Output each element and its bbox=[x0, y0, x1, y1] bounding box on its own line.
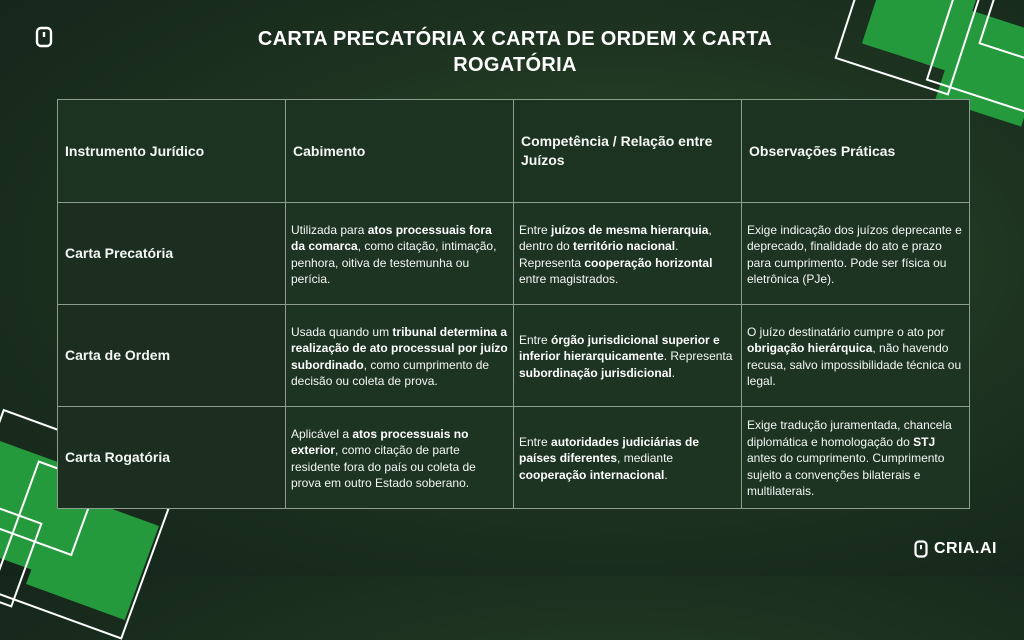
column-header: Cabimento bbox=[286, 100, 514, 203]
text-segment: Utilizada para bbox=[291, 222, 368, 237]
text-segment: O juízo destinatário cumpre o ato por bbox=[747, 324, 945, 339]
page-title bbox=[230, 26, 800, 78]
table-cell bbox=[742, 203, 970, 305]
cria-logo-icon-top bbox=[35, 26, 53, 48]
bold-text: cooperação internacional bbox=[519, 467, 665, 482]
table-row bbox=[58, 203, 970, 305]
text-segment: Entre bbox=[519, 222, 552, 237]
table-cell bbox=[286, 407, 514, 509]
table-cell bbox=[514, 203, 742, 305]
table-cell bbox=[286, 203, 514, 305]
text-segment: . Representa bbox=[519, 239, 679, 270]
text-segment: , mediante bbox=[617, 451, 674, 466]
text-segment: . bbox=[671, 365, 676, 380]
column-header: Observações Práticas bbox=[742, 100, 970, 203]
text-segment: , não havendo recusa, salvo impossibilidade técnica ou legal. bbox=[747, 341, 962, 388]
text-segment: entre magistrados. bbox=[519, 272, 619, 286]
text-segment: , como citação de parte residente fora do país ou coleta de prova em outro Estado soberano. bbox=[291, 443, 476, 490]
text-segment: , como cumprimento de decisão ou coleta de prova. bbox=[291, 357, 490, 388]
bold-text: cooperação horizontal bbox=[584, 255, 713, 270]
bold-text: atos processuais fora da comarca bbox=[291, 222, 492, 253]
text-segment: Entre bbox=[519, 434, 552, 449]
cria-logo-icon bbox=[914, 540, 928, 558]
bold-text: autoridades judiciárias de países diferentes bbox=[519, 434, 700, 466]
bold-text: obrigação hierárquica bbox=[747, 341, 873, 355]
text-segment: . Representa bbox=[663, 349, 733, 364]
bold-text: tribunal determina a realização de ato processual por juízo subordinado bbox=[291, 324, 508, 372]
text-segment: , como citação, intimação, penhora, oitiva de testemunha ou perícia. bbox=[291, 239, 497, 286]
page-title-line-1: CARTA PRECATÓRIA X CARTA DE ORDEM X CARTA bbox=[257, 28, 773, 50]
column-header: Competência / Relação entre Juízos bbox=[514, 100, 742, 203]
bold-text: subordinação jurisdicional bbox=[519, 365, 672, 380]
bold-text: juízos de mesma hierarquia bbox=[551, 222, 709, 237]
text-segment: Exige indicação dos juízos deprecante e deprecado, finalidade do ato e prazo para cumprimento. Pode ser física ou eletrônica (PJe). bbox=[747, 222, 962, 286]
text-segment: , dentro do bbox=[519, 222, 712, 253]
text-segment: Aplicável a bbox=[291, 426, 353, 441]
table-cell bbox=[742, 305, 970, 407]
brand-name: CRIA.AI bbox=[933, 540, 997, 557]
text-segment: Usada quando um bbox=[291, 324, 393, 339]
table-cell bbox=[514, 407, 742, 509]
bold-text: atos processuais no exterior bbox=[291, 426, 469, 457]
brand-logo bbox=[914, 540, 997, 558]
bold-text: órgão jurisdicional superior e inferior hierarquicamente bbox=[519, 332, 720, 364]
text-segment: . bbox=[664, 467, 668, 482]
table-cell bbox=[286, 305, 514, 407]
bold-text: STJ bbox=[913, 434, 936, 449]
text-segment: Entre bbox=[519, 332, 552, 347]
row-header: Carta Rogatória bbox=[58, 407, 286, 509]
table-row bbox=[58, 305, 970, 407]
comparison-table bbox=[57, 99, 970, 509]
table-cell bbox=[742, 407, 970, 509]
text-segment: antes do cumprimento. Cumprimento sujeito a convenções bilaterais e multilaterais. bbox=[747, 451, 945, 499]
row-header: Carta de Ordem bbox=[58, 305, 286, 407]
table-cell bbox=[514, 305, 742, 407]
column-header: Instrumento Jurídico bbox=[58, 100, 286, 203]
bold-text: território nacional bbox=[573, 239, 676, 253]
table-header-row bbox=[58, 100, 970, 203]
page-title-line-2: ROGATÓRIA bbox=[453, 54, 577, 76]
row-header: Carta Precatória bbox=[58, 203, 286, 305]
text-segment: Exige tradução juramentada, chancela diplomática e homologação do bbox=[747, 418, 952, 449]
table-row bbox=[58, 407, 970, 509]
